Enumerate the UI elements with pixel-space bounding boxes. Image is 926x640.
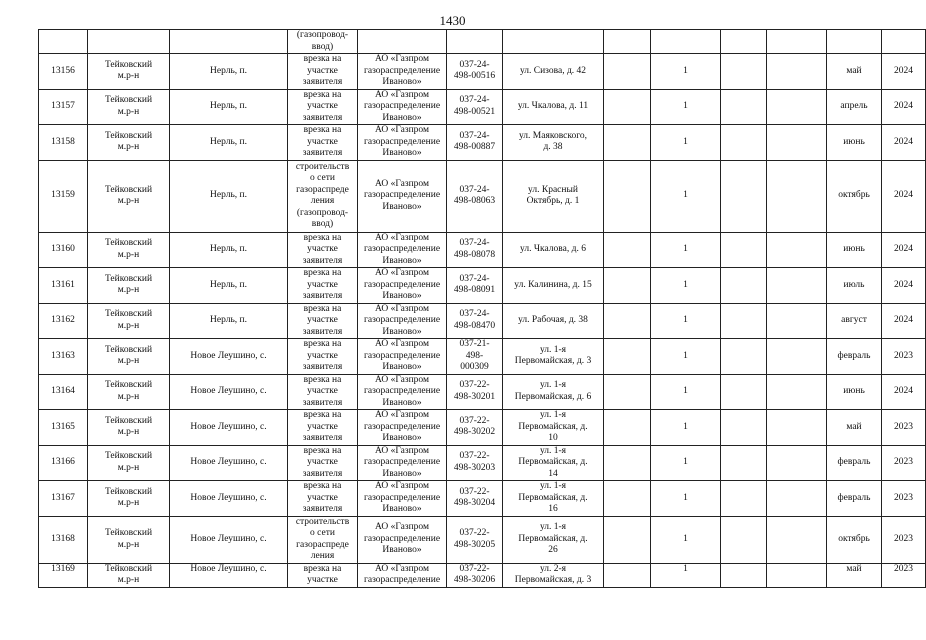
locality-cell: Новое Леушино, с.	[170, 481, 288, 517]
address-cell: ул. Чкалова, д. 11	[503, 89, 604, 125]
organization-cell: АО «Газпром газораспределение Иваново»	[358, 54, 447, 90]
empty-cell	[604, 268, 651, 304]
organization-cell: АО «Газпром газораспределение Иваново»	[358, 125, 447, 161]
quantity-cell: 1	[651, 125, 721, 161]
code-cell: 037-24- 498-00887	[447, 125, 503, 161]
table-row	[39, 516, 926, 563]
empty-cell	[721, 410, 767, 446]
quantity-cell: 1	[651, 54, 721, 90]
quantity-cell: 1	[651, 516, 721, 563]
code-cell: 037-22- 498-30201	[447, 374, 503, 410]
empty-cell	[767, 481, 827, 517]
quantity-cell: 1	[651, 232, 721, 268]
address-cell: ул. 1-я Первомайская, д. 3	[503, 339, 604, 375]
work-cell: врезка на участке заявителя	[288, 374, 358, 410]
organization-cell: АО «Газпром газораспределение	[358, 563, 447, 587]
table-row	[39, 30, 926, 54]
year-cell: 2024	[882, 232, 926, 268]
month-cell: апрель	[827, 89, 882, 125]
empty-cell	[721, 160, 767, 232]
quantity-cell: 1	[651, 563, 721, 587]
locality-cell: Нерль, п.	[170, 54, 288, 90]
code-cell: 037-24- 498-00516	[447, 54, 503, 90]
work-cell: врезка на участке заявителя	[288, 303, 358, 339]
table-row	[39, 410, 926, 446]
work-cell: (газопровод- ввод)	[288, 30, 358, 54]
quantity-cell: 1	[651, 268, 721, 304]
row-number-cell: 13159	[39, 160, 88, 232]
empty-cell	[604, 563, 651, 587]
empty-cell	[604, 374, 651, 410]
empty-cell	[767, 125, 827, 161]
quantity-cell: 1	[651, 339, 721, 375]
organization-cell: АО «Газпром газораспределение Иваново»	[358, 232, 447, 268]
organization-cell: АО «Газпром газораспределение Иваново»	[358, 89, 447, 125]
year-cell: 2024	[882, 54, 926, 90]
empty-cell	[604, 54, 651, 90]
locality-cell: Нерль, п.	[170, 160, 288, 232]
empty-cell	[767, 89, 827, 125]
year-cell: 2024	[882, 160, 926, 232]
quantity-cell: 1	[651, 374, 721, 410]
table-row	[39, 268, 926, 304]
year-cell: 2023	[882, 481, 926, 517]
row-number-cell: 13165	[39, 410, 88, 446]
work-cell: строительств о сети газораспреде ления	[288, 516, 358, 563]
empty-cell	[721, 54, 767, 90]
locality-cell: Нерль, п.	[170, 89, 288, 125]
code-cell: 037-22- 498-30206	[447, 563, 503, 587]
row-number-cell: 13164	[39, 374, 88, 410]
code-cell: 037-24- 498-08078	[447, 232, 503, 268]
quantity-cell: 1	[651, 481, 721, 517]
table-row	[39, 54, 926, 90]
district-cell: Тейковский м.р-н	[88, 410, 170, 446]
district-cell: Тейковский м.р-н	[88, 303, 170, 339]
month-cell: июнь	[827, 232, 882, 268]
table-row	[39, 563, 926, 587]
row-number-cell: 13169	[39, 563, 88, 587]
code-cell: 037-24- 498-08063	[447, 160, 503, 232]
empty-cell	[604, 410, 651, 446]
empty-cell	[604, 481, 651, 517]
empty-cell	[604, 125, 651, 161]
work-cell: врезка на участке заявителя	[288, 410, 358, 446]
month-cell: октябрь	[827, 516, 882, 563]
year-cell: 2023	[882, 410, 926, 446]
empty-cell	[767, 160, 827, 232]
locality-cell: Нерль, п.	[170, 303, 288, 339]
table-row	[39, 339, 926, 375]
address-cell: ул. Сизова, д. 42	[503, 54, 604, 90]
code-cell: 037-21- 498- 000309	[447, 339, 503, 375]
quantity-cell: 1	[651, 303, 721, 339]
locality-cell: Нерль, п.	[170, 232, 288, 268]
work-cell: врезка на участке заявителя	[288, 125, 358, 161]
district-cell: Тейковский м.р-н	[88, 374, 170, 410]
code-cell: 037-24- 498-00521	[447, 89, 503, 125]
registry-table	[38, 29, 926, 588]
empty-cell	[604, 303, 651, 339]
empty-cell	[767, 374, 827, 410]
row-number-cell: 13156	[39, 54, 88, 90]
quantity-cell: 1	[651, 445, 721, 481]
organization-cell: АО «Газпром газораспределение Иваново»	[358, 339, 447, 375]
district-cell: Тейковский м.р-н	[88, 89, 170, 125]
table-row	[39, 445, 926, 481]
table-row	[39, 232, 926, 268]
row-number-cell: 13162	[39, 303, 88, 339]
month-cell: май	[827, 563, 882, 587]
empty-cell	[721, 374, 767, 410]
organization-cell: АО «Газпром газораспределение Иваново»	[358, 516, 447, 563]
work-cell: врезка на участке	[288, 563, 358, 587]
year-cell: 2024	[882, 89, 926, 125]
organization-cell: АО «Газпром газораспределение Иваново»	[358, 268, 447, 304]
year-cell: 2024	[882, 125, 926, 161]
month-cell: июнь	[827, 125, 882, 161]
month-cell: август	[827, 303, 882, 339]
table-row	[39, 303, 926, 339]
empty-cell	[767, 303, 827, 339]
locality-cell: Новое Леушино, с.	[170, 374, 288, 410]
empty-cell	[721, 303, 767, 339]
month-cell: июль	[827, 268, 882, 304]
empty-cell	[721, 232, 767, 268]
locality-cell: Новое Леушино, с.	[170, 410, 288, 446]
address-cell: ул. Рабочая, д. 38	[503, 303, 604, 339]
work-cell: строительств о сети газораспреде ления (газопровод- ввод)	[288, 160, 358, 232]
address-cell: ул. Маяковского, д. 38	[503, 125, 604, 161]
row-number-cell: 13168	[39, 516, 88, 563]
empty-cell	[767, 268, 827, 304]
code-cell: 037-22- 498-30202	[447, 410, 503, 446]
locality-cell: Новое Леушино, с.	[170, 445, 288, 481]
empty-cell	[604, 445, 651, 481]
work-cell: врезка на участке заявителя	[288, 54, 358, 90]
month-cell: июнь	[827, 374, 882, 410]
district-cell: Тейковский м.р-н	[88, 516, 170, 563]
year-cell: 2023	[882, 516, 926, 563]
code-cell: 037-24- 498-08091	[447, 268, 503, 304]
code-cell: 037-22- 498-30203	[447, 445, 503, 481]
table-row	[39, 89, 926, 125]
district-cell: Тейковский м.р-н	[88, 232, 170, 268]
empty-cell	[721, 481, 767, 517]
address-cell: ул. 2-я Первомайская, д. 3	[503, 563, 604, 587]
empty-cell	[604, 160, 651, 232]
month-cell: октябрь	[827, 160, 882, 232]
organization-cell: АО «Газпром газораспределение Иваново»	[358, 374, 447, 410]
empty-cell	[721, 339, 767, 375]
table-row	[39, 160, 926, 232]
empty-cell	[721, 125, 767, 161]
row-number-cell: 13166	[39, 445, 88, 481]
empty-cell	[604, 89, 651, 125]
work-cell: врезка на участке заявителя	[288, 445, 358, 481]
address-cell: ул. 1-я Первомайская, д. 26	[503, 516, 604, 563]
address-cell: ул. 1-я Первомайская, д. 6	[503, 374, 604, 410]
district-cell: Тейковский м.р-н	[88, 563, 170, 587]
empty-cell	[721, 445, 767, 481]
table-row	[39, 374, 926, 410]
address-cell: ул. 1-я Первомайская, д. 14	[503, 445, 604, 481]
empty-cell	[721, 89, 767, 125]
month-cell: май	[827, 410, 882, 446]
empty-cell	[767, 54, 827, 90]
month-cell: февраль	[827, 445, 882, 481]
row-number-cell: 13157	[39, 89, 88, 125]
month-cell: февраль	[827, 481, 882, 517]
row-number-cell: 13167	[39, 481, 88, 517]
organization-cell: АО «Газпром газораспределение Иваново»	[358, 410, 447, 446]
row-number-cell: 13163	[39, 339, 88, 375]
organization-cell: АО «Газпром газораспределение Иваново»	[358, 160, 447, 232]
work-cell: врезка на участке заявителя	[288, 481, 358, 517]
quantity-cell: 1	[651, 410, 721, 446]
address-cell: ул. Красный Октябрь, д. 1	[503, 160, 604, 232]
address-cell: ул. Калинина, д. 15	[503, 268, 604, 304]
locality-cell: Нерль, п.	[170, 268, 288, 304]
quantity-cell: 1	[651, 160, 721, 232]
empty-cell	[767, 563, 827, 587]
month-cell: май	[827, 54, 882, 90]
empty-cell	[721, 268, 767, 304]
code-cell: 037-22- 498-30205	[447, 516, 503, 563]
address-cell: ул. 1-я Первомайская, д. 16	[503, 481, 604, 517]
district-cell: Тейковский м.р-н	[88, 54, 170, 90]
organization-cell: АО «Газпром газораспределение Иваново»	[358, 481, 447, 517]
district-cell: Тейковский м.р-н	[88, 160, 170, 232]
code-cell: 037-24- 498-08470	[447, 303, 503, 339]
code-cell: 037-22- 498-30204	[447, 481, 503, 517]
work-cell: врезка на участке заявителя	[288, 339, 358, 375]
year-cell: 2023	[882, 445, 926, 481]
year-cell: 2024	[882, 268, 926, 304]
year-cell: 2023	[882, 339, 926, 375]
organization-cell: АО «Газпром газораспределение Иваново»	[358, 303, 447, 339]
organization-cell: АО «Газпром газораспределение Иваново»	[358, 445, 447, 481]
work-cell: врезка на участке заявителя	[288, 268, 358, 304]
district-cell: Тейковский м.р-н	[88, 445, 170, 481]
empty-cell	[604, 516, 651, 563]
month-cell: февраль	[827, 339, 882, 375]
empty-cell	[767, 232, 827, 268]
empty-cell	[767, 445, 827, 481]
page-number: 1430	[439, 13, 466, 28]
locality-cell: Новое Леушино, с.	[170, 516, 288, 563]
locality-cell: Новое Леушино, с.	[170, 563, 288, 587]
row-number-cell: 13160	[39, 232, 88, 268]
district-cell: Тейковский м.р-н	[88, 339, 170, 375]
year-cell: 2023	[882, 563, 926, 587]
work-cell: врезка на участке заявителя	[288, 232, 358, 268]
empty-cell	[604, 339, 651, 375]
address-cell: ул. 1-я Первомайская, д. 10	[503, 410, 604, 446]
empty-cell	[767, 516, 827, 563]
work-cell: врезка на участке заявителя	[288, 89, 358, 125]
table-row	[39, 125, 926, 161]
district-cell: Тейковский м.р-н	[88, 481, 170, 517]
address-cell: ул. Чкалова, д. 6	[503, 232, 604, 268]
empty-cell	[767, 339, 827, 375]
district-cell: Тейковский м.р-н	[88, 125, 170, 161]
empty-cell	[721, 516, 767, 563]
quantity-cell: 1	[651, 89, 721, 125]
row-number-cell: 13161	[39, 268, 88, 304]
locality-cell: Новое Леушино, с.	[170, 339, 288, 375]
empty-cell	[767, 410, 827, 446]
year-cell: 2024	[882, 303, 926, 339]
row-number-cell: 13158	[39, 125, 88, 161]
district-cell: Тейковский м.р-н	[88, 268, 170, 304]
locality-cell: Нерль, п.	[170, 125, 288, 161]
empty-cell	[604, 232, 651, 268]
empty-cell	[721, 563, 767, 587]
year-cell: 2024	[882, 374, 926, 410]
table-row	[39, 481, 926, 517]
